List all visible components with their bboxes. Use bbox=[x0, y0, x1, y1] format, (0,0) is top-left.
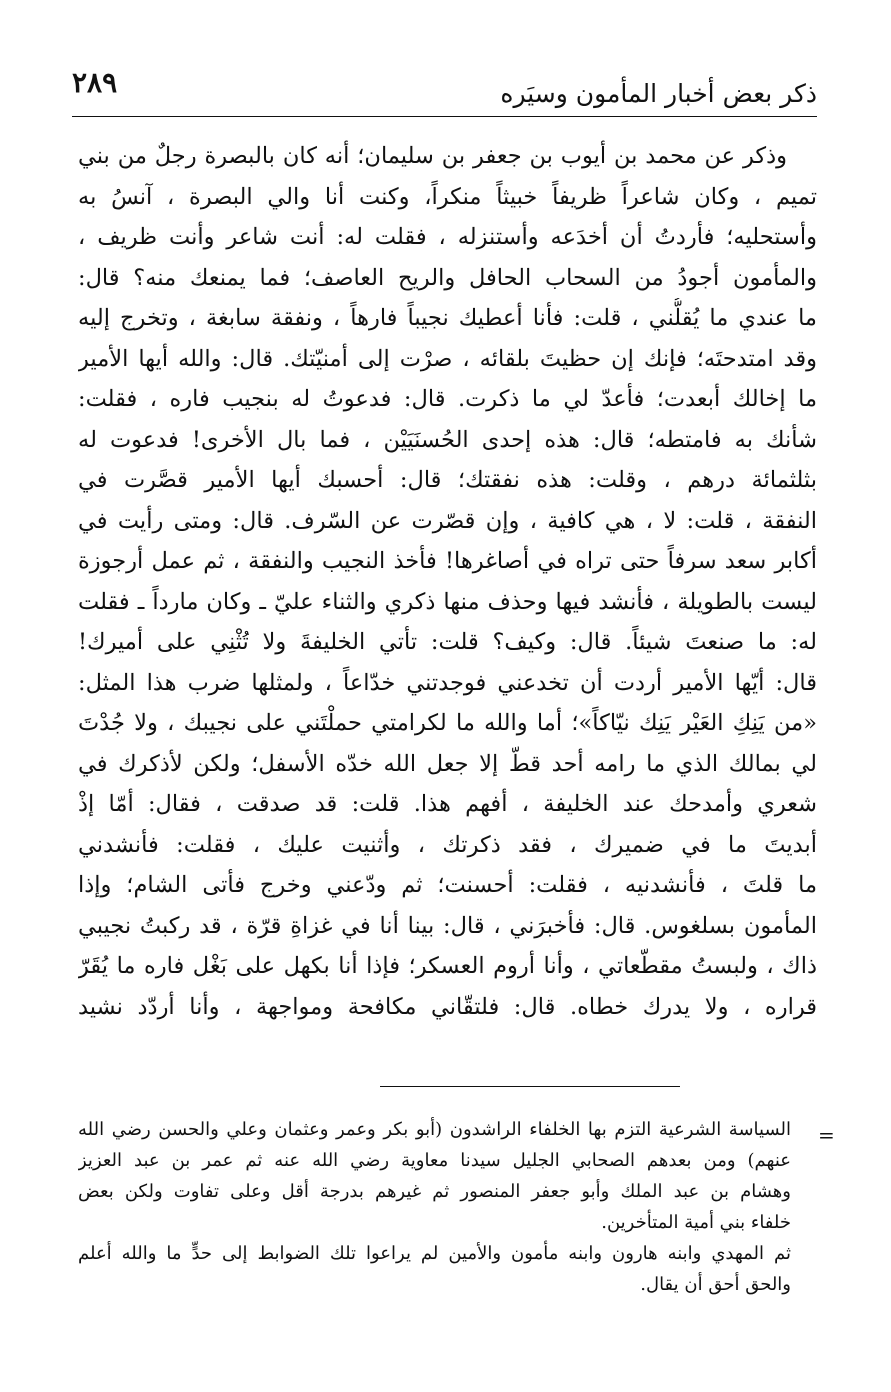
text-line: «من يَنِكِ العَيْر يَنِك نيّاكاً»؛ أما والله ما لكرامتي حملْتَني على نجيبك ، ولا جُدْتَ bbox=[78, 710, 817, 736]
footnote-line: عنهم) ومن بعدهم الصحابي الجليل سيدنا معاوية رضي الله عنه ثم عمر بن عبد العزيز bbox=[78, 1150, 791, 1171]
text-line: النفقة ، قلت: لا ، هي كافية ، وإن قصّرت عن السّرف. قال: ومتى رأيت في bbox=[78, 507, 817, 534]
text-line: تميم ، وكان شاعراً ظريفاً خبيثاً منكراً، وكنت أنا والي البصرة ، آنسُ به bbox=[78, 183, 817, 210]
text-line: والمأمون أجودُ من السحاب الحافل والريح العاصف؛ فما يمنعك منه؟ قال: bbox=[78, 264, 817, 291]
footnote-line: ثم المهدي وابنه هارون وابنه مأمون والأمين لم يراعوا تلك الضوابط إلى حدٍّ ما والله أعلم bbox=[78, 1243, 791, 1264]
main-text bbox=[78, 136, 817, 1027]
footnote-line: السياسة الشرعية التزم بها الخلفاء الراشدون (أبو بكر وعمر وعثمان وعلي والحسن رضي الله bbox=[78, 1119, 791, 1140]
text-line: شأنك به فامتطه؛ قال: هذه إحدى الحُسنَيَيْن ، فما بال الأخرى! فدعوت له bbox=[78, 426, 817, 453]
text-line: قراره ، ولا يدرك خطاه. قال: فلتقّاني مكافحة ومواجهة ، وأنا أردّد نشيد bbox=[78, 993, 817, 1020]
text-line: بثلثمائة درهم ، وقلت: هذه نفقتك؛ قال: أحسبك أيها الأمير قصَّرت في bbox=[78, 467, 817, 493]
footnote-separator bbox=[380, 1086, 680, 1087]
text-line: ما قلتَ ، فأنشدنيه ، فقلت: أحسنت؛ ثم ودّعني وخرج فأتى الشام؛ وإذا bbox=[78, 872, 817, 898]
footnote-continuation-mark: = bbox=[818, 1123, 835, 1147]
text-line: قال: أيّها الأمير أردت أن تخدعني فوجدتني خدّاعاً ، ولمثلها ضرب هذا المثل: bbox=[78, 669, 817, 696]
text-line: أكابر سعد سرفاً حتى تراه في أصاغرها! فأخذ النجيب والنفقة ، ثم عمل أرجوزة bbox=[78, 548, 817, 574]
footnote-line: خلفاء بني أمية المتأخرين. bbox=[601, 1212, 791, 1233]
text-line: له: ما صنعتَ شيئاً. قال: وكيف؟ قلت: تأتي الخليفةَ ولا تُثْنِي على أميرك! bbox=[78, 629, 817, 655]
text-line: وقد امتدحتَه؛ فإنك إن حظيتَ بلقائه ، صرْت إلى أمنيّتك. قال: والله أيها الأمير bbox=[78, 345, 817, 372]
footnote-block bbox=[78, 1114, 791, 1300]
text-line: لي بمالك الذي ما رامه أحد قطّ إلا جعل الله خدّه الأسفل؛ ولكن لأذكرك في bbox=[78, 750, 817, 777]
text-line: ليست بالطويلة ، فأنشد فيها وحذف منها ذكري والثناء عليّ ـ وكان مارداً ـ فقلت bbox=[78, 588, 817, 615]
text-line: وأستحليه؛ فأردتُ أن أخدَعه وأستنزله ، فقلت له: أنت شاعر وأنت ظريف ، bbox=[78, 224, 817, 250]
page-header bbox=[72, 62, 817, 114]
page-number: ٢٨٩ bbox=[72, 66, 118, 99]
text-line: شعري وأمدحك عند الخليفة ، أفهم هذا. قلت: قد صدقت ، فقال: أمّا إذْ bbox=[78, 791, 817, 817]
text-line: ما عندي ما يُقلُّني ، قلت: فأنا أعطيك نجيباً فارهاً ، ونفقة سابغة ، وتخرج إليه bbox=[78, 305, 817, 331]
text-line: ما إخالك أبعدت؛ فأعدّ لي ما ذكرت. قال: فدعوتُ له بنجيب فاره ، فقلت: bbox=[78, 386, 817, 412]
footnote-line: والحق أحق أن يقال. bbox=[640, 1274, 791, 1295]
footnote-line: وهشام بن عبد الملك وأبو جعفر المنصور ثم غيرهم بدرجة أقل وعلى تفاوت ولكن بعض bbox=[78, 1181, 791, 1202]
text-line: المأمون بسلغوس. قال: فأخبرَني ، قال: بينا أنا في غزاةِ قرّة ، قد ركبتُ نجيبي bbox=[78, 912, 817, 939]
text-line: أبديتَ ما في ضميرك ، فقد ذكرتك ، وأثنيت عليك ، فقلت: فأنشدني bbox=[78, 831, 817, 858]
text-line: وذكر عن محمد بن أيوب بن جعفر بن سليمان؛ أنه كان بالبصرة رجلٌ من بني bbox=[78, 143, 787, 169]
running-title: ذكر بعض أخبار المأمون وسيَره bbox=[500, 79, 817, 108]
text-line: ذاك ، ولبستُ مقطّعاتي ، وأنا أروم العسكر؛ فإذا أنا بكهل على بَغْل فاره ما يُقَرّ bbox=[78, 953, 817, 979]
header-rule bbox=[72, 116, 817, 117]
